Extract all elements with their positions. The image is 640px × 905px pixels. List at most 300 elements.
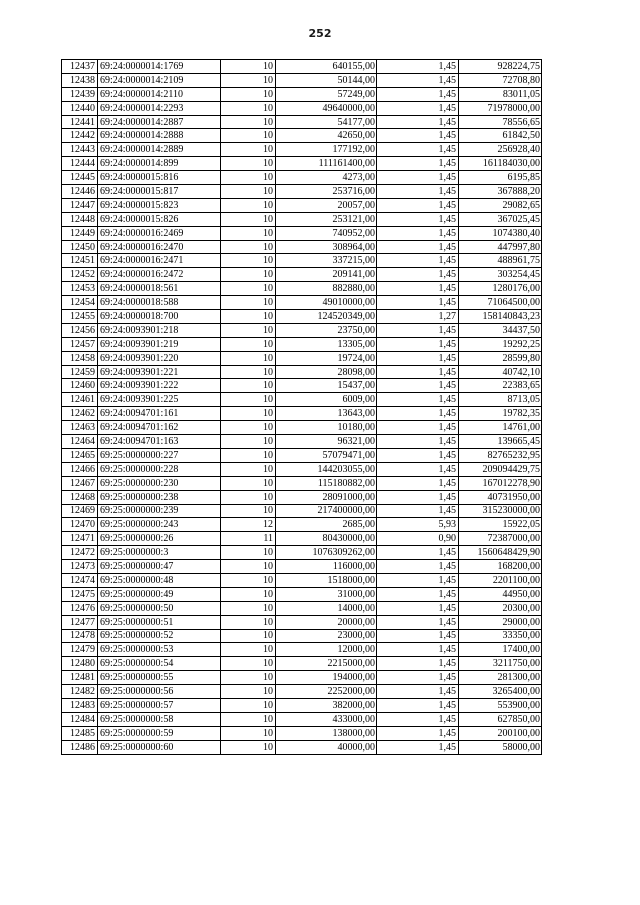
cell-row-index: 12461 <box>62 393 98 407</box>
cell-cadastral-number: 69:24:0094701:161 <box>98 407 221 421</box>
cell-value: 40000,00 <box>276 740 377 754</box>
table-row <box>62 268 542 282</box>
cell-value: 2252000,00 <box>276 685 377 699</box>
table-row <box>62 115 542 129</box>
cell-row-index: 12439 <box>62 87 98 101</box>
cell-row-index: 12480 <box>62 657 98 671</box>
cell-value: 1076309262,00 <box>276 546 377 560</box>
cell-coefficient: 1,45 <box>377 476 459 490</box>
table-row <box>62 560 542 574</box>
cell-code: 10 <box>221 87 276 101</box>
cell-value: 144203055,00 <box>276 462 377 476</box>
table-row <box>62 143 542 157</box>
table-row <box>62 310 542 324</box>
cell-row-index: 12482 <box>62 685 98 699</box>
cell-row-index: 12467 <box>62 476 98 490</box>
cell-coefficient: 1,45 <box>377 643 459 657</box>
cell-code: 10 <box>221 560 276 574</box>
cell-coefficient: 1,45 <box>377 379 459 393</box>
cell-code: 10 <box>221 490 276 504</box>
cell-coefficient: 1,45 <box>377 337 459 351</box>
cell-code: 10 <box>221 421 276 435</box>
cell-cadastral-number: 69:25:0000000:52 <box>98 629 221 643</box>
cell-code: 10 <box>221 643 276 657</box>
cell-row-index: 12472 <box>62 546 98 560</box>
cell-total: 1074380,40 <box>459 226 542 240</box>
cell-coefficient: 1,45 <box>377 60 459 74</box>
cell-row-index: 12459 <box>62 365 98 379</box>
cell-cadastral-number: 69:24:0000018:588 <box>98 296 221 310</box>
cell-total: 6195,85 <box>459 171 542 185</box>
table-row <box>62 254 542 268</box>
cell-value: 23000,00 <box>276 629 377 643</box>
table-row <box>62 601 542 615</box>
cell-total: 8713,05 <box>459 393 542 407</box>
cell-code: 10 <box>221 310 276 324</box>
cell-total: 19292,25 <box>459 337 542 351</box>
cell-code: 10 <box>221 476 276 490</box>
cell-coefficient: 0,90 <box>377 532 459 546</box>
cell-value: 28098,00 <box>276 365 377 379</box>
cell-value: 433000,00 <box>276 712 377 726</box>
cell-value: 49010000,00 <box>276 296 377 310</box>
cell-coefficient: 1,45 <box>377 351 459 365</box>
cell-row-index: 12448 <box>62 212 98 226</box>
cell-cadastral-number: 69:25:0000000:243 <box>98 518 221 532</box>
cell-total: 34437,50 <box>459 323 542 337</box>
cell-value: 14000,00 <box>276 601 377 615</box>
cell-code: 10 <box>221 615 276 629</box>
cell-row-index: 12485 <box>62 726 98 740</box>
cell-value: 31000,00 <box>276 587 377 601</box>
cell-coefficient: 1,45 <box>377 185 459 199</box>
cell-row-index: 12471 <box>62 532 98 546</box>
table-row <box>62 185 542 199</box>
table-row <box>62 73 542 87</box>
cell-coefficient: 1,45 <box>377 226 459 240</box>
cell-cadastral-number: 69:24:0093901:218 <box>98 323 221 337</box>
cell-code: 10 <box>221 254 276 268</box>
cell-code: 10 <box>221 393 276 407</box>
cell-total: 2201100,00 <box>459 573 542 587</box>
table-row <box>62 240 542 254</box>
cell-value: 337215,00 <box>276 254 377 268</box>
cell-total: 553900,00 <box>459 698 542 712</box>
cell-code: 10 <box>221 198 276 212</box>
cell-coefficient: 1,45 <box>377 587 459 601</box>
cell-cadastral-number: 69:24:0000016:2470 <box>98 240 221 254</box>
cell-row-index: 12450 <box>62 240 98 254</box>
cell-row-index: 12451 <box>62 254 98 268</box>
cell-coefficient: 1,45 <box>377 712 459 726</box>
cell-row-index: 12449 <box>62 226 98 240</box>
cell-value: 138000,00 <box>276 726 377 740</box>
cell-total: 72708,80 <box>459 73 542 87</box>
cell-code: 12 <box>221 518 276 532</box>
table-row <box>62 365 542 379</box>
cell-total: 82765232,95 <box>459 448 542 462</box>
cell-coefficient: 1,45 <box>377 198 459 212</box>
table-row <box>62 351 542 365</box>
cell-coefficient: 5,93 <box>377 518 459 532</box>
cell-row-index: 12438 <box>62 73 98 87</box>
cell-cadastral-number: 69:24:0000014:2887 <box>98 115 221 129</box>
cell-value: 20000,00 <box>276 615 377 629</box>
cell-total: 281300,00 <box>459 671 542 685</box>
page-number: 252 <box>308 27 332 40</box>
cell-value: 42650,00 <box>276 129 377 143</box>
cell-cadastral-number: 69:25:0000000:48 <box>98 573 221 587</box>
cell-code: 11 <box>221 532 276 546</box>
cell-cadastral-number: 69:24:0094701:162 <box>98 421 221 435</box>
cell-row-index: 12455 <box>62 310 98 324</box>
cell-coefficient: 1,45 <box>377 615 459 629</box>
table-row <box>62 421 542 435</box>
cell-coefficient: 1,45 <box>377 435 459 449</box>
table-row <box>62 226 542 240</box>
cell-total: 447997,80 <box>459 240 542 254</box>
cell-total: 20300,00 <box>459 601 542 615</box>
cell-total: 3211750,00 <box>459 657 542 671</box>
cell-coefficient: 1,45 <box>377 671 459 685</box>
cell-row-index: 12441 <box>62 115 98 129</box>
cell-row-index: 12464 <box>62 435 98 449</box>
cell-cadastral-number: 69:24:0000015:826 <box>98 212 221 226</box>
table-row <box>62 698 542 712</box>
cell-total: 14761,00 <box>459 421 542 435</box>
table-row <box>62 212 542 226</box>
cell-total: 315230000,00 <box>459 504 542 518</box>
cell-total: 256928,40 <box>459 143 542 157</box>
table-row <box>62 379 542 393</box>
cell-value: 6009,00 <box>276 393 377 407</box>
table-row <box>62 129 542 143</box>
cell-row-index: 12478 <box>62 629 98 643</box>
table-row <box>62 490 542 504</box>
cell-total: 22383,65 <box>459 379 542 393</box>
cell-total: 72387000,00 <box>459 532 542 546</box>
table-row <box>62 60 542 74</box>
cell-code: 10 <box>221 587 276 601</box>
cell-cadastral-number: 69:24:0000014:1769 <box>98 60 221 74</box>
cell-cadastral-number: 69:25:0000000:54 <box>98 657 221 671</box>
cell-code: 10 <box>221 435 276 449</box>
cell-value: 13643,00 <box>276 407 377 421</box>
cell-cadastral-number: 69:24:0000016:2472 <box>98 268 221 282</box>
cell-code: 10 <box>221 740 276 754</box>
data-table <box>61 59 542 755</box>
cell-code: 10 <box>221 685 276 699</box>
cell-code: 10 <box>221 60 276 74</box>
cell-coefficient: 1,45 <box>377 657 459 671</box>
cell-code: 10 <box>221 226 276 240</box>
cell-value: 740952,00 <box>276 226 377 240</box>
cell-code: 10 <box>221 504 276 518</box>
cell-total: 161184030,00 <box>459 157 542 171</box>
cell-cadastral-number: 69:24:0000014:2888 <box>98 129 221 143</box>
cell-value: 2685,00 <box>276 518 377 532</box>
table-row <box>62 504 542 518</box>
cell-coefficient: 1,45 <box>377 490 459 504</box>
cell-coefficient: 1,45 <box>377 462 459 476</box>
cell-cadastral-number: 69:24:0000016:2469 <box>98 226 221 240</box>
cell-row-index: 12483 <box>62 698 98 712</box>
cell-value: 12000,00 <box>276 643 377 657</box>
cell-cadastral-number: 69:24:0093901:225 <box>98 393 221 407</box>
table-row <box>62 323 542 337</box>
table-row <box>62 393 542 407</box>
cell-value: 209141,00 <box>276 268 377 282</box>
cell-value: 2215000,00 <box>276 657 377 671</box>
cell-cadastral-number: 69:24:0093901:219 <box>98 337 221 351</box>
cell-coefficient: 1,45 <box>377 407 459 421</box>
cell-value: 13305,00 <box>276 337 377 351</box>
cell-code: 10 <box>221 698 276 712</box>
cell-row-index: 12445 <box>62 171 98 185</box>
cell-code: 10 <box>221 73 276 87</box>
cell-coefficient: 1,45 <box>377 240 459 254</box>
cell-total: 17400,00 <box>459 643 542 657</box>
cell-row-index: 12456 <box>62 323 98 337</box>
cell-value: 640155,00 <box>276 60 377 74</box>
table-row <box>62 657 542 671</box>
cell-coefficient: 1,45 <box>377 601 459 615</box>
cell-row-index: 12440 <box>62 101 98 115</box>
table-row <box>62 546 542 560</box>
cell-total: 40742,10 <box>459 365 542 379</box>
table-row <box>62 629 542 643</box>
cell-value: 217400000,00 <box>276 504 377 518</box>
cell-cadastral-number: 69:25:0000000:238 <box>98 490 221 504</box>
cell-total: 928224,75 <box>459 60 542 74</box>
cell-cadastral-number: 69:24:0000016:2471 <box>98 254 221 268</box>
cell-cadastral-number: 69:24:0000015:817 <box>98 185 221 199</box>
table-row <box>62 198 542 212</box>
cell-code: 10 <box>221 657 276 671</box>
cell-total: 158140843,23 <box>459 310 542 324</box>
cell-code: 10 <box>221 379 276 393</box>
cell-total: 33350,00 <box>459 629 542 643</box>
cell-total: 71978000,00 <box>459 101 542 115</box>
cell-total: 58000,00 <box>459 740 542 754</box>
cell-coefficient: 1,45 <box>377 393 459 407</box>
cell-cadastral-number: 69:25:0000000:230 <box>98 476 221 490</box>
cell-value: 111161400,00 <box>276 157 377 171</box>
table-row <box>62 712 542 726</box>
cell-cadastral-number: 69:25:0000000:55 <box>98 671 221 685</box>
cell-value: 28091000,00 <box>276 490 377 504</box>
table-row <box>62 573 542 587</box>
table-row <box>62 282 542 296</box>
table-row <box>62 615 542 629</box>
cell-row-index: 12447 <box>62 198 98 212</box>
cell-value: 116000,00 <box>276 560 377 574</box>
cell-value: 253121,00 <box>276 212 377 226</box>
cell-coefficient: 1,45 <box>377 129 459 143</box>
cell-coefficient: 1,45 <box>377 365 459 379</box>
table-row <box>62 407 542 421</box>
cell-row-index: 12474 <box>62 573 98 587</box>
table-row <box>62 587 542 601</box>
cell-coefficient: 1,45 <box>377 698 459 712</box>
cell-row-index: 12453 <box>62 282 98 296</box>
cell-coefficient: 1,45 <box>377 254 459 268</box>
table-row <box>62 476 542 490</box>
cell-coefficient: 1,45 <box>377 296 459 310</box>
cell-cadastral-number: 69:24:0000018:700 <box>98 310 221 324</box>
cell-code: 10 <box>221 448 276 462</box>
table-row <box>62 532 542 546</box>
cell-cadastral-number: 69:24:0000015:823 <box>98 198 221 212</box>
cell-coefficient: 1,45 <box>377 87 459 101</box>
cell-total: 168200,00 <box>459 560 542 574</box>
cell-code: 10 <box>221 337 276 351</box>
cell-value: 194000,00 <box>276 671 377 685</box>
table-row <box>62 337 542 351</box>
cell-cadastral-number: 69:25:0000000:49 <box>98 587 221 601</box>
cell-cadastral-number: 69:24:0000014:2293 <box>98 101 221 115</box>
cell-cadastral-number: 69:25:0000000:59 <box>98 726 221 740</box>
cell-coefficient: 1,45 <box>377 157 459 171</box>
cell-code: 10 <box>221 171 276 185</box>
cell-total: 167012278,90 <box>459 476 542 490</box>
cell-row-index: 12446 <box>62 185 98 199</box>
cell-total: 3265400,00 <box>459 685 542 699</box>
cell-row-index: 12444 <box>62 157 98 171</box>
cell-total: 19782,35 <box>459 407 542 421</box>
cell-coefficient: 1,45 <box>377 323 459 337</box>
cell-code: 10 <box>221 282 276 296</box>
cell-coefficient: 1,27 <box>377 310 459 324</box>
cell-row-index: 12468 <box>62 490 98 504</box>
cell-cadastral-number: 69:25:0000000:3 <box>98 546 221 560</box>
cell-row-index: 12466 <box>62 462 98 476</box>
cell-row-index: 12479 <box>62 643 98 657</box>
cell-total: 488961,75 <box>459 254 542 268</box>
cell-row-index: 12475 <box>62 587 98 601</box>
cell-total: 29000,00 <box>459 615 542 629</box>
cell-cadastral-number: 69:24:0093901:221 <box>98 365 221 379</box>
cell-cadastral-number: 69:25:0000000:57 <box>98 698 221 712</box>
cell-row-index: 12465 <box>62 448 98 462</box>
cell-code: 10 <box>221 157 276 171</box>
cell-row-index: 12476 <box>62 601 98 615</box>
cell-code: 10 <box>221 546 276 560</box>
cell-code: 10 <box>221 726 276 740</box>
table-row <box>62 157 542 171</box>
cell-coefficient: 1,45 <box>377 143 459 157</box>
cell-total: 71064500,00 <box>459 296 542 310</box>
cell-cadastral-number: 69:24:0000018:561 <box>98 282 221 296</box>
cell-code: 10 <box>221 185 276 199</box>
cell-cadastral-number: 69:25:0000000:51 <box>98 615 221 629</box>
cell-total: 367888,20 <box>459 185 542 199</box>
cell-total: 78556,65 <box>459 115 542 129</box>
cell-row-index: 12462 <box>62 407 98 421</box>
cell-cadastral-number: 69:25:0000000:58 <box>98 712 221 726</box>
cell-code: 10 <box>221 240 276 254</box>
cell-code: 10 <box>221 712 276 726</box>
cell-total: 139665,45 <box>459 435 542 449</box>
cell-value: 124520349,00 <box>276 310 377 324</box>
cell-code: 10 <box>221 351 276 365</box>
cell-cadastral-number: 69:25:0000000:26 <box>98 532 221 546</box>
cell-row-index: 12486 <box>62 740 98 754</box>
cell-code: 10 <box>221 323 276 337</box>
cell-total: 61842,50 <box>459 129 542 143</box>
table-row <box>62 740 542 754</box>
cell-value: 382000,00 <box>276 698 377 712</box>
table-row <box>62 643 542 657</box>
cell-value: 1518000,00 <box>276 573 377 587</box>
cell-row-index: 12477 <box>62 615 98 629</box>
cell-value: 253716,00 <box>276 185 377 199</box>
cell-total: 29082,65 <box>459 198 542 212</box>
table-row <box>62 448 542 462</box>
cell-row-index: 12437 <box>62 60 98 74</box>
table-row <box>62 171 542 185</box>
cell-cadastral-number: 69:24:0093901:222 <box>98 379 221 393</box>
table-row <box>62 518 542 532</box>
cell-coefficient: 1,45 <box>377 282 459 296</box>
cell-total: 200100,00 <box>459 726 542 740</box>
cell-row-index: 12454 <box>62 296 98 310</box>
cell-total: 209094429,75 <box>459 462 542 476</box>
cell-row-index: 12452 <box>62 268 98 282</box>
cell-code: 10 <box>221 573 276 587</box>
cell-row-index: 12442 <box>62 129 98 143</box>
cell-cadastral-number: 69:25:0000000:228 <box>98 462 221 476</box>
cell-row-index: 12473 <box>62 560 98 574</box>
cell-coefficient: 1,45 <box>377 421 459 435</box>
cell-value: 19724,00 <box>276 351 377 365</box>
table-row <box>62 101 542 115</box>
cell-total: 1560648429,90 <box>459 546 542 560</box>
cell-value: 57249,00 <box>276 87 377 101</box>
cell-cadastral-number: 69:24:0094701:163 <box>98 435 221 449</box>
cell-coefficient: 1,45 <box>377 73 459 87</box>
cell-value: 54177,00 <box>276 115 377 129</box>
cell-cadastral-number: 69:24:0000015:816 <box>98 171 221 185</box>
cell-total: 303254,45 <box>459 268 542 282</box>
cell-value: 49640000,00 <box>276 101 377 115</box>
cell-row-index: 12458 <box>62 351 98 365</box>
cell-row-index: 12457 <box>62 337 98 351</box>
cell-code: 10 <box>221 365 276 379</box>
cell-cadastral-number: 69:25:0000000:53 <box>98 643 221 657</box>
cell-cadastral-number: 69:25:0000000:60 <box>98 740 221 754</box>
cell-total: 627850,00 <box>459 712 542 726</box>
cell-total: 83011,05 <box>459 87 542 101</box>
cell-row-index: 12460 <box>62 379 98 393</box>
cell-coefficient: 1,45 <box>377 115 459 129</box>
cell-value: 80430000,00 <box>276 532 377 546</box>
cell-coefficient: 1,45 <box>377 740 459 754</box>
cell-coefficient: 1,45 <box>377 726 459 740</box>
cell-total: 15922,05 <box>459 518 542 532</box>
cell-row-index: 12443 <box>62 143 98 157</box>
table-row <box>62 87 542 101</box>
cell-code: 10 <box>221 115 276 129</box>
cell-row-index: 12463 <box>62 421 98 435</box>
table-row <box>62 435 542 449</box>
cell-code: 10 <box>221 129 276 143</box>
cell-coefficient: 1,45 <box>377 101 459 115</box>
table-row <box>62 685 542 699</box>
cell-row-index: 12470 <box>62 518 98 532</box>
cell-cadastral-number: 69:24:0000014:2110 <box>98 87 221 101</box>
cell-row-index: 12469 <box>62 504 98 518</box>
